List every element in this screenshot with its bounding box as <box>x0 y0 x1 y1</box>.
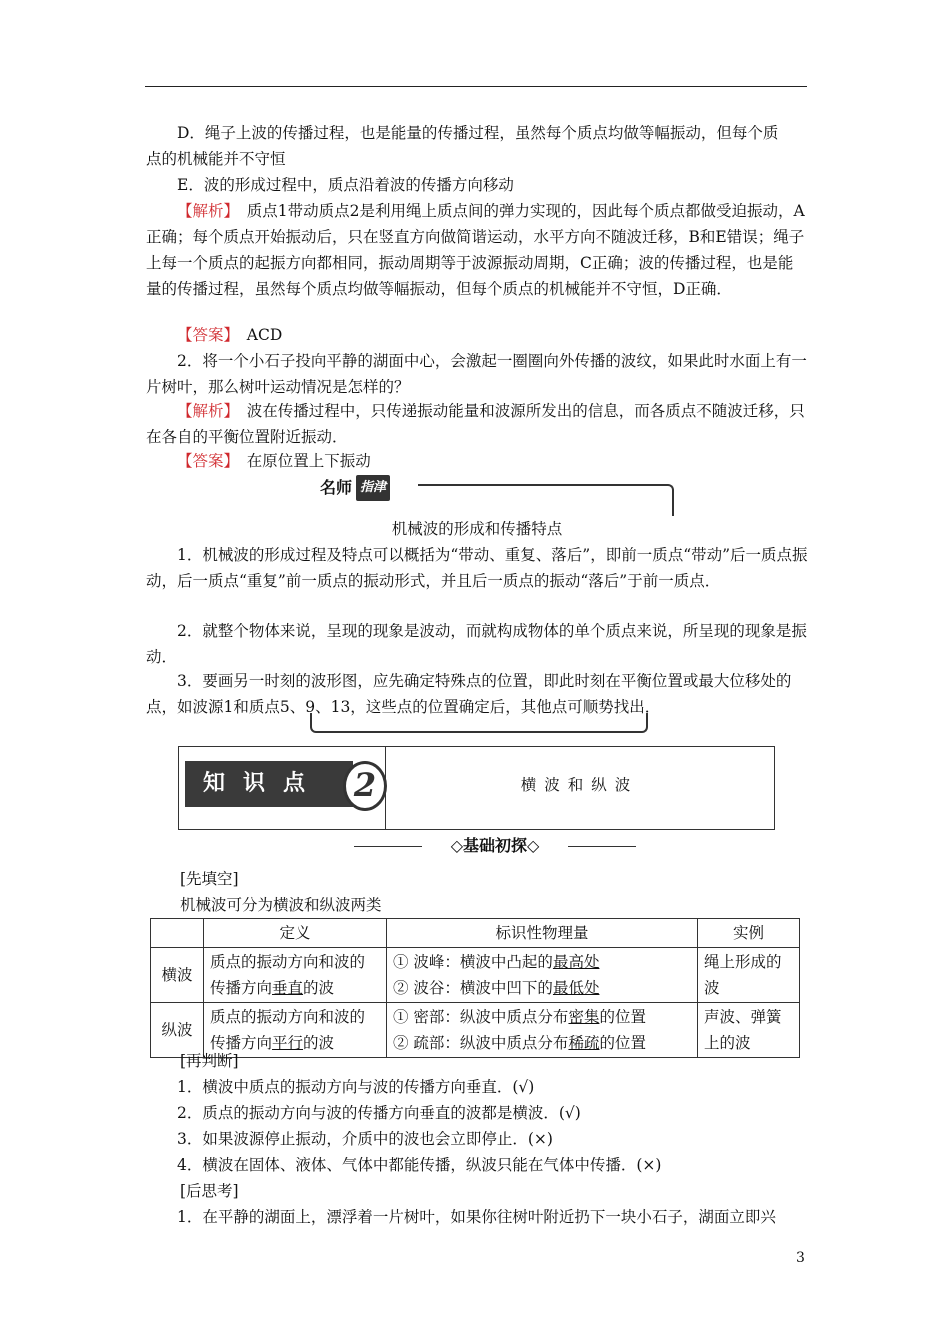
wave-type: 纵波 <box>151 1003 204 1058</box>
wave-example: 声波、弹簧上的波 <box>698 1003 800 1058</box>
knowledge-point-number: 2 <box>343 761 387 811</box>
option-e: E．波的形成过程中，质点沿着波的传播方向移动 <box>177 176 514 194</box>
section-rule-left <box>354 846 422 847</box>
page-number: 3 <box>796 1250 805 1266</box>
intro-text: 机械波可分为横波和纵波两类 <box>180 896 382 914</box>
wave-table <box>150 918 800 1058</box>
tip-title: 机械波的形成和传播特点 <box>391 520 563 538</box>
think-question-1: 1．在平静的湖面上，漂浮着一片树叶，如果你往树叶附近扔下一块小石子，湖面立即兴 <box>177 1208 776 1226</box>
section-heading: ◇基础初探◇ <box>364 835 626 857</box>
fill-blank-heading: [先填空] <box>180 870 239 888</box>
judge-item: 4．横波在固体、液体、气体中都能传播，纵波只能在气体中传播．(×) <box>177 1156 662 1174</box>
tip-label-badge: 指津 <box>356 475 390 501</box>
q1-analysis: 【解析】 质点1带动质点2是利用绳上质点间的弹力实现的，因此每个质点都做受迫振动，A正确；每个质点开始振动后，只在竖直方向做简谐运动，水平方向不随波迁移，B和E错误；绳子上每一个质点的起振方向都相同，振动周期等于波源振动周期，C正确；波的传播过程，也是能量的传播过程，虽然每个质点均做等幅振动，但每个质点的机械能并不守恒，D正确． <box>146 202 805 298</box>
section-rule-right <box>568 846 636 847</box>
wave-example: 绳上形成的波 <box>698 948 800 1003</box>
table-header-row <box>151 919 800 948</box>
judge-heading: [再判断] <box>180 1052 239 1070</box>
wave-quantity: ① 密部：纵波中质点分布密集的位置 ② 疏部：纵波中质点分布稀疏的位置 <box>387 1003 698 1058</box>
tip-paragraph-3: 3．要画另一时刻的波形图，应先确定特殊点的位置，即此时刻在平衡位置或最大位移处的点，如波源1和质点5、9、13，这些点的位置确定后，其他点可顺势找出． <box>146 672 792 716</box>
table-header-cell: 实例 <box>698 919 800 948</box>
judge-item: 3．如果波源停止振动，介质中的波也会立即停止．(×) <box>177 1130 553 1148</box>
knowledge-point-title: 横波和纵波 <box>520 776 639 794</box>
option-d-cont: 点的机械能并不守恒 <box>146 150 286 168</box>
tip-paragraph-2: 2．就整个物体来说，呈现的现象是波动，而就构成物体的单个质点来说，所呈现的现象是振动． <box>146 622 807 666</box>
knowledge-point-label-cell <box>179 747 386 829</box>
judge-item: 2．质点的振动方向与波的传播方向垂直的波都是横波．(√) <box>177 1104 581 1122</box>
wave-definition: 质点的振动方向和波的传播方向垂直的波 <box>204 948 387 1003</box>
wave-quantity: ① 波峰：横波中凸起的最高处 ② 波谷：横波中凹下的最低处 <box>387 948 698 1003</box>
judge-item: 1．横波中质点的振动方向与波的传播方向垂直．(√) <box>177 1078 535 1096</box>
knowledge-point-box <box>178 746 775 830</box>
analysis-tag: 【解析】 <box>177 202 232 220</box>
table-header-cell: 标识性物理量 <box>387 919 698 948</box>
knowledge-point-label: 知识点 <box>185 761 353 807</box>
table-header-cell <box>151 919 204 948</box>
table-row <box>151 948 800 1003</box>
tip-banner <box>310 476 676 516</box>
wave-definition: 质点的振动方向和波的传播方向平行的波 <box>204 1003 387 1058</box>
q1-answer: 【答案】 ACD <box>177 326 283 344</box>
q2-analysis: 【解析】 波在传播过程中，只传递振动能量和波源所发出的信息，而各质点不随波迁移，只在各自的平衡位置附近振动． <box>146 402 805 446</box>
tip-label: 名师 指津 <box>310 476 396 500</box>
tip-frame <box>418 484 674 516</box>
q2-answer: 【答案】 在原位置上下振动 <box>177 452 371 470</box>
option-d: D．绳子上波的传播过程，也是能量的传播过程，虽然每个质点均做等幅振动，但每个质 <box>177 124 779 142</box>
question-2: 2．将一个小石子投向平静的湖面中心，会激起一圈圈向外传播的波纹，如果此时水面上有一片树叶，那么树叶运动情况是怎样的？ <box>146 352 807 396</box>
analysis-tag: 【解析】 <box>177 402 232 420</box>
answer-tag: 【答案】 <box>177 326 232 344</box>
header-rule <box>145 86 807 87</box>
table-header-cell: 定义 <box>204 919 387 948</box>
answer-tag: 【答案】 <box>177 452 232 470</box>
tip-bracket-bottom <box>310 713 648 733</box>
think-heading: [后思考] <box>180 1182 239 1200</box>
wave-type: 横波 <box>151 948 204 1003</box>
tip-paragraph-1: 1．机械波的形成过程及特点可以概括为“带动、重复、落后”，即前一质点“带动”后一质点振动，后一质点“重复”前一质点的振动形式，并且后一质点的振动“落后”于前一质点． <box>146 546 808 590</box>
